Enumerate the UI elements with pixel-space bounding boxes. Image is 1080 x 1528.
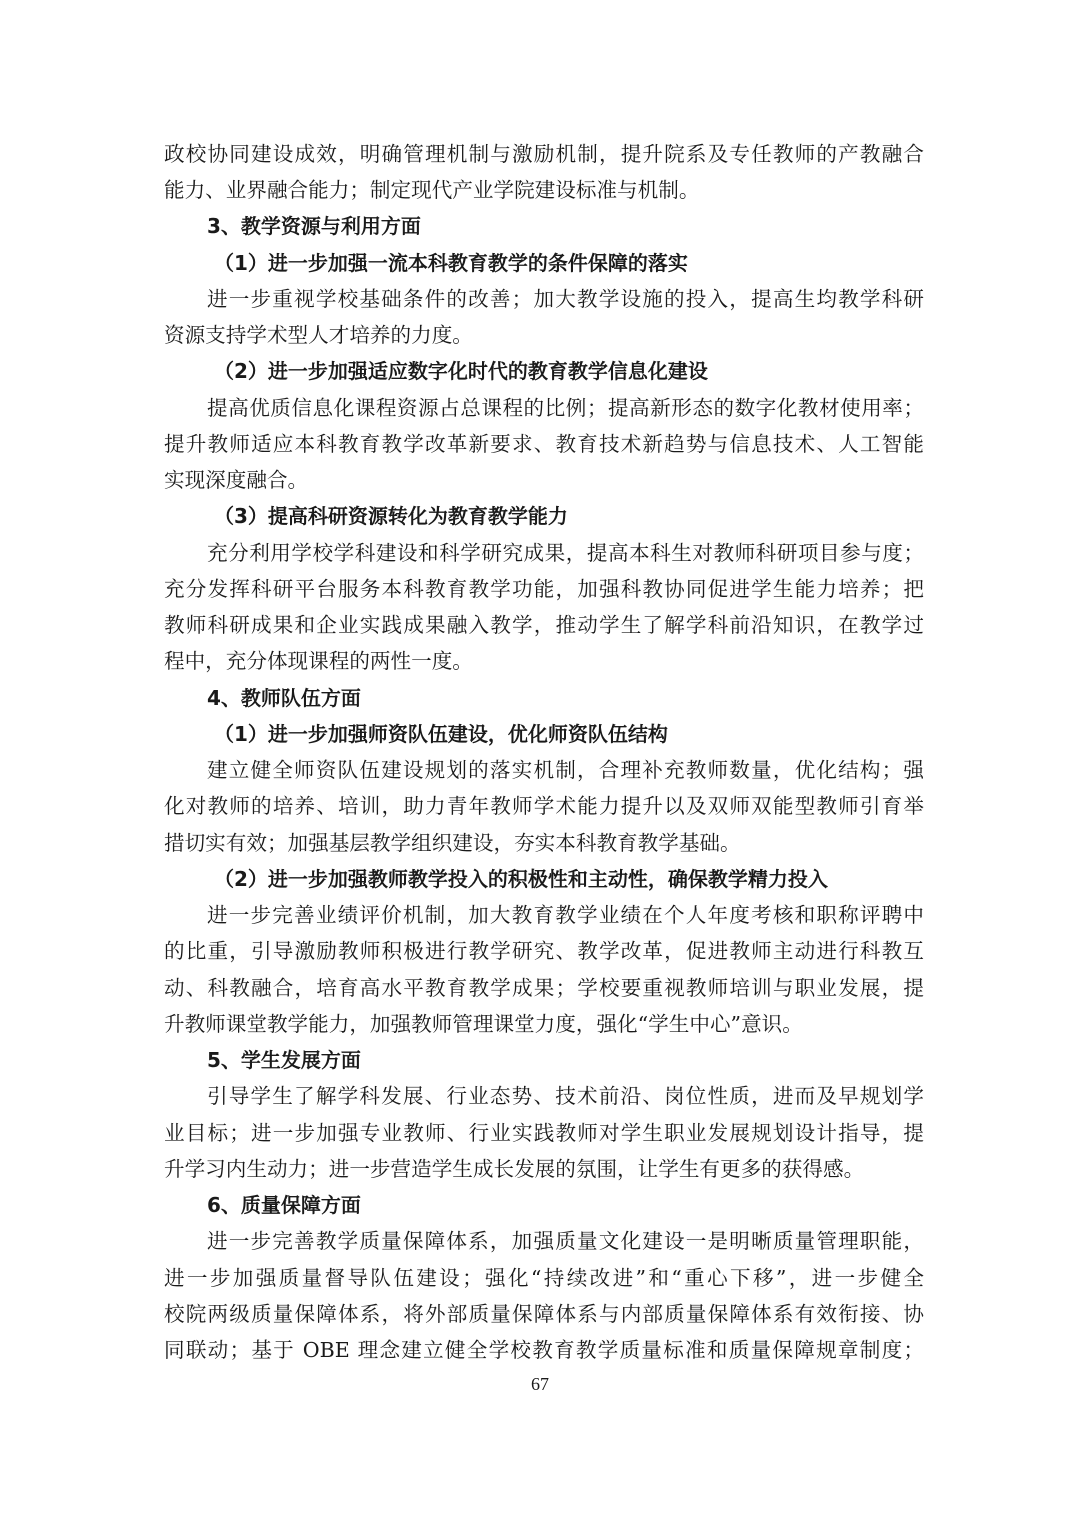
body-text-line: 进一步加强质量督导队伍建设；强化“持续改进”和“重心下移”，进一步健全 [164, 1266, 924, 1290]
section-heading: 3、教学资源与利用方面 [207, 214, 421, 238]
body-text-line: 措切实有效；加强基层教学组织建设，夯实本科教育教学基础。 [164, 831, 741, 855]
subsection-heading: （2）进一步加强适应数字化时代的教育教学信息化建设 [214, 359, 708, 383]
body-text-line: 化对教师的培养、培训，助力青年教师学术能力提升以及双师双能型教师引育举 [164, 794, 924, 818]
body-text-line: 同联动；基于 OBE 理念建立健全学校教育教学质量标准和质量保障规章制度； [164, 1338, 924, 1362]
subsection-heading: （1）进一步加强一流本科教育教学的条件保障的落实 [214, 251, 688, 275]
body-text-line: 升教师课堂教学能力，加强教师管理课堂力度，强化“学生中心”意识。 [164, 1012, 803, 1036]
body-text-line: 政校协同建设成效，明确管理机制与激励机制，提升院系及专任教师的产教融合 [164, 142, 924, 166]
section-heading: 4、教师队伍方面 [207, 686, 361, 710]
body-text-line: 实现深度融合。 [164, 468, 309, 492]
body-text-line: 引导学生了解学科发展、行业态势、技术前沿、岗位性质，进而及早规划学 [207, 1084, 924, 1108]
body-text-line: 校院两级质量保障体系，将外部质量保障体系与内部质量保障体系有效衔接、协 [164, 1302, 924, 1326]
body-text-line: 教师科研成果和企业实践成果融入教学，推动学生了解学科前沿知识，在教学过 [164, 613, 924, 637]
body-text-line: 提升教师适应本科教育教学改革新要求、教育技术新趋势与信息技术、人工智能 [164, 432, 924, 456]
body-text-line: 动、科教融合，培育高水平教育教学成果；学校要重视教师培训与职业发展，提 [164, 976, 924, 1000]
body-text-line: 提高优质信息化课程资源占总课程的比例；提高新形态的数字化教材使用率； [207, 396, 924, 420]
section-heading: 5、学生发展方面 [207, 1048, 361, 1072]
section-heading: 6、质量保障方面 [207, 1193, 361, 1217]
body-text-line: 业目标；进一步加强专业教师、行业实践教师对学生职业发展规划设计指导，提 [164, 1121, 924, 1145]
subsection-heading: （3）提高科研资源转化为教育教学能力 [214, 504, 568, 528]
body-text-line: 进一步完善教学质量保障体系，加强质量文化建设一是明晰质量管理职能， [207, 1229, 924, 1253]
body-text-line: 的比重，引导激励教师积极进行教学研究、教学改革，促进教师主动进行科教互 [164, 939, 924, 963]
subsection-heading: （1）进一步加强师资队伍建设，优化师资队伍结构 [214, 722, 668, 746]
body-text-line: 进一步完善业绩评价机制，加大教育教学业绩在个人年度考核和职称评聘中 [207, 903, 924, 927]
body-text-line: 充分利用学校学科建设和科学研究成果，提高本科生对教师科研项目参与度； [207, 541, 924, 565]
body-text-line: 建立健全师资队伍建设规划的落实机制，合理补充教师数量，优化结构；强 [207, 758, 924, 782]
subsection-heading: （2）进一步加强教师教学投入的积极性和主动性，确保教学精力投入 [214, 867, 828, 891]
body-text-line: 程中，充分体现课程的两性一度。 [164, 649, 473, 673]
body-text-line: 升学习内生动力；进一步营造学生成长发展的氛围，让学生有更多的获得感。 [164, 1157, 865, 1181]
body-text-line: 充分发挥科研平台服务本科教育教学功能，加强科教协同促进学生能力培养；把 [164, 577, 924, 601]
page-number: 67 [531, 1374, 549, 1394]
body-text-line: 资源支持学术型人才培养的力度。 [164, 323, 473, 347]
body-text-line: 能力、业界融合能力；制定现代产业学院建设标准与机制。 [164, 178, 700, 202]
body-text-line: 进一步重视学校基础条件的改善；加大教学设施的投入，提高生均教学科研 [207, 287, 924, 311]
